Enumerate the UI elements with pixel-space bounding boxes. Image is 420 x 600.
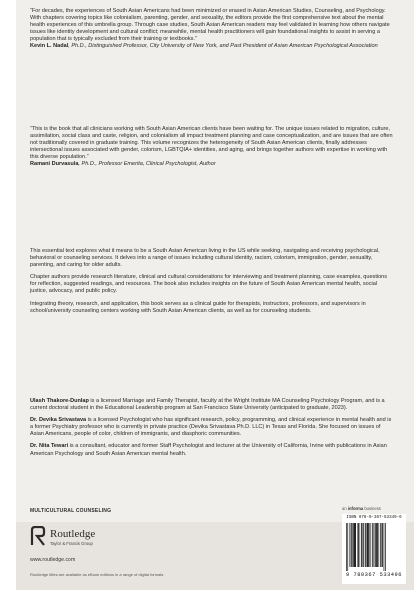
bio [30,398,394,412]
review-2-attribution [30,161,394,168]
review-1-author: Kevin L. Nadal [30,43,69,50]
bio-name: Dr. Devika Srivastava [30,417,87,424]
bio-text: is a licensed Marriage and Family Therapist, faculty at the Wright Institute MA Counseling Psychology Program, and is a current doctoral student in the Educational Leadership program at San Francisco State University (anticipated to graduate, 2023). [30,398,385,412]
bio-name: Ulash Thakore-Dunlap [30,398,89,404]
publisher-website[interactable]: www.routledge.com [30,557,76,563]
review-1-attribution [30,43,394,50]
bio [30,417,394,438]
informa-business-logo: an informa business [342,506,381,511]
description [30,248,394,315]
barcode-digits: 9 780367 533496 [345,572,403,578]
bio-text: is a licensed Psychologist who has significant research, policy, programming, and clinical experience in mental health and is a former Psychiatry professor who is currently in private practice (Devika Srivastava Ph.D. LLC) in Texas and Florida. She focused on issues of Asian Americans, people of color, children of immigrants, and diasphoric communities. [30,417,392,438]
description-paragraph: Chapter authors provide research literature, clinical and cultural considerations for interviewing and treatment planning, case examples, questions for reflection, suggested readings, and resources. The book also includes insights on the future of South Asian American mental health, social justice, advocacy, and public policy. [30,274,388,295]
review-1-affiliation: , Ph.D., Distinguished Professor, City University of New York, and Past President of Asian American Psychological Association [68,43,378,50]
isbn-label: ISBN 978-0-367-53349-6 [346,516,402,520]
review-2-author: Ramani Durvasula [30,161,79,168]
publisher-group: Taylor & Francis Group [50,541,93,546]
description-paragraph: Integrating theory, research, and application, this book serves as a clinical guide for therapists, instructors, professors, and supervisors in school/university counseling centers working with South Asian American clients, as well as for counseling students. [30,300,366,314]
ebook-note: Routledge titles are available as eBook editions in a range of digital formats [30,572,164,577]
review-1 [30,8,394,51]
bio-text: is a consultant, educator and former Staff Psychologist and lecturer at the University of California, Irvine with publications in Asian American Psychology and South Asian American mental health. [30,443,387,457]
review-2 [30,126,394,169]
review-2-quote: “This is the book that all clinicians working with South Asian American clients have been waiting for. The unique issues related to migration, culture, assimilation, social class and caste, religion, and colonialism all impact treatment planning and case conceptualization, and are issues that are often not traditionally covered in graduate training. This volume recognizes the heterogeneity of South Asian American clients, finally addresses intersectional issues associated with gender, colorism, LGBTQIA+ identities, and aging, and brings together authors with expertise in working with this diverse population.” [30,126,393,161]
review-2-affiliation: , Ph.D., Professor Emerita, Clinical Psychologist, Author [78,161,216,168]
routledge-logo-icon [30,526,46,546]
description-paragraph: This essential text explores what it means to be a South Asian American living in the US while seeking, navigating and receiving psychological, behavioral or counseling services. It delves into a range of issues including cultural identity, racism, colorism, immigration, gender, sexuality, parenting, and caring for older adults. [30,248,380,269]
review-1-quote: “For decades, the experiences of South Asian Americans had been minimized or erased in Asian American Studies, Counseling, and Psychology. With chapters covering topics like colonialism, parenting, gender, and sexuality, the editors provide the first comprehensive text about the mental health experiences of this umbrella group. Through case studies, South Asian American readers may feel validated in learning how others navigate issues like identity development and cultural conflict; meanwhile, mental health practitioners will gain foundational insights to assist in serving a population that is typically excluded from their training or textbooks.” [30,8,390,43]
barcode-icon [345,523,403,571]
bio [30,443,394,457]
publisher-name: Routledge [50,528,96,540]
bio-name: Dr. Nita Tewari [30,443,69,450]
barcode-panel [342,514,406,584]
subject-category: MULTICULTURAL COUNSELING [30,508,112,514]
author-bios [30,398,394,458]
